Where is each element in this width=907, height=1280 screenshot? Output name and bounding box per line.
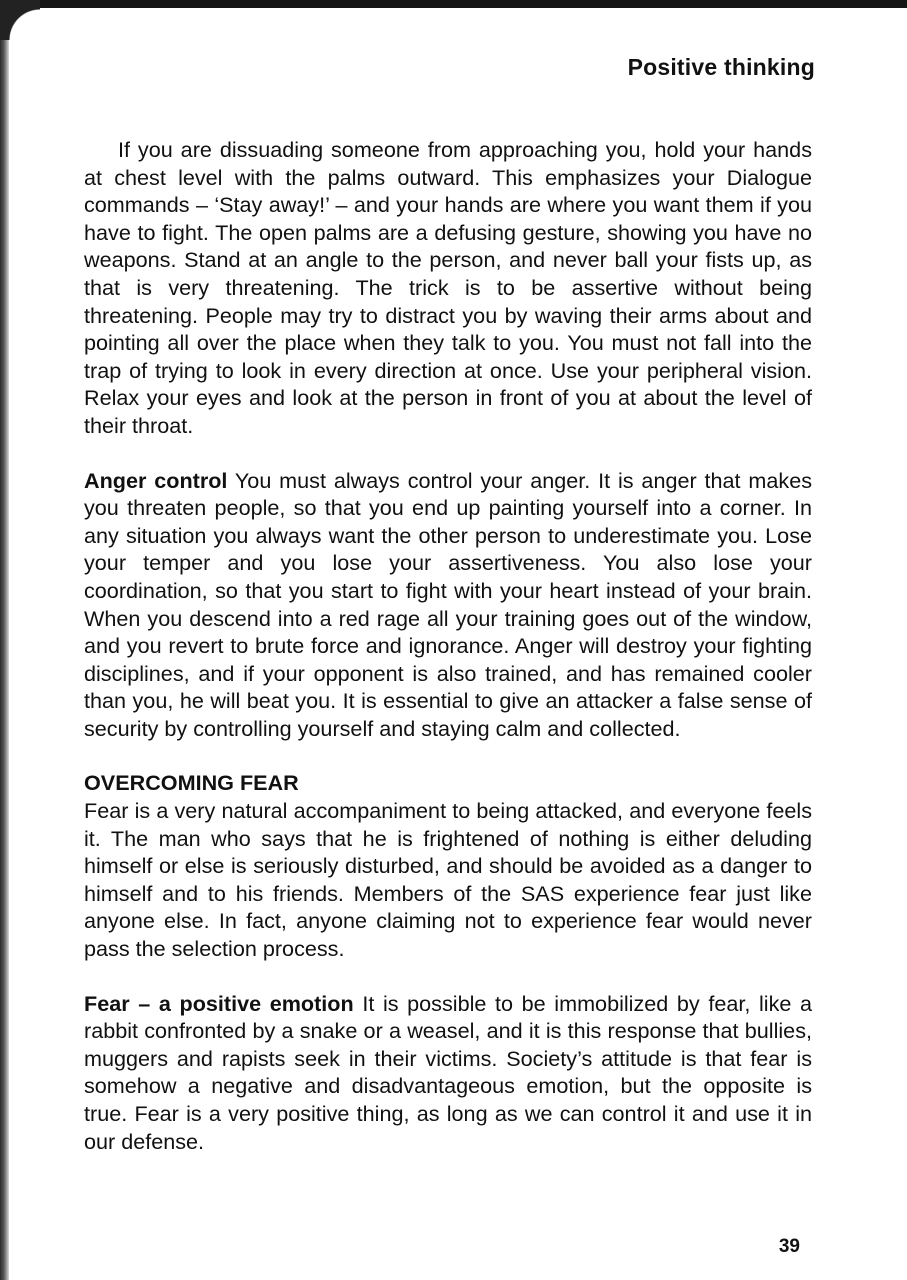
run-in-heading-anger-control: Anger control	[84, 467, 228, 493]
running-head: Positive thinking	[627, 54, 815, 80]
paragraph-fear-positive	[84, 990, 812, 1156]
paragraph-overcoming-fear: Fear is a very natural accompaniment to being attacked, and everyone feels it. The man who says that he is frightened of nothing is either deluding himself or else is seriously disturbed, and should be avoided as a danger to himself and to his friends. Members of the SAS experience fear just like anyone else. In fact, anyone claiming not to experience fear would never pass the selection process.	[84, 798, 812, 962]
section-heading-overcoming-fear: OVERCOMING FEAR	[84, 770, 299, 796]
paragraph-anger-control	[84, 467, 812, 743]
body-text	[84, 136, 812, 1182]
run-in-heading-fear-positive: Fear – a positive emotion	[84, 990, 354, 1016]
scan-page-corner	[0, 0, 40, 40]
scan-shadow-top	[0, 0, 907, 8]
paragraph-intro: If you are dissuading someone from approaching you, hold your hands at chest level with the palms outward. This emphasizes your Dialogue commands – ‘Stay away!’ – and your hands are where you want them if you have to fight. The open palms are a defusing gesture, showing you have no weapons. Stand at an angle to the person, and never ball your fists up, as that is very threatening. The trick is to be assertive without being threatening. People may try to distract you by waving their arms about and pointing all over the place when they talk to you. You must not fall into the trap of trying to look in every direction at once. Use your peripheral vision. Relax your eyes and look at the person in front of you at about the level of their throat.	[84, 137, 812, 438]
paragraph-anger-control-text: You must always control your anger. It is anger that makes you threaten people, so that you end up painting yourself into a corner. In any situation you always want the other person to underestimate you. Lose your temper and you lose your assertiveness. You also lose your coordination, so that you start to fight with your heart instead of your brain. When you descend into a red rage all your training goes out of the window, and you revert to brute force and ignorance. Anger will destroy your fighting disciplines, and if your opponent is also trained, and has remained cooler than you, he will beat you. It is essential to give an attacker a false sense of security by controlling yourself and staying calm and collected.	[84, 467, 812, 741]
paragraph-fear-positive-text: It is possible to be immobilized by fear, like a rabbit confronted by a snake or a weasel, and it is this response that bullies, muggers and rapists seek in their victims. Society’s attitude is that fear is somehow a negative and disadvantageous emotion, but the opposite is true. Fear is a very positive thing, as long as we can control it and use it in our defense.	[84, 990, 813, 1154]
page-number: 39	[778, 1236, 800, 1257]
scan-shadow-left	[0, 0, 9, 1280]
